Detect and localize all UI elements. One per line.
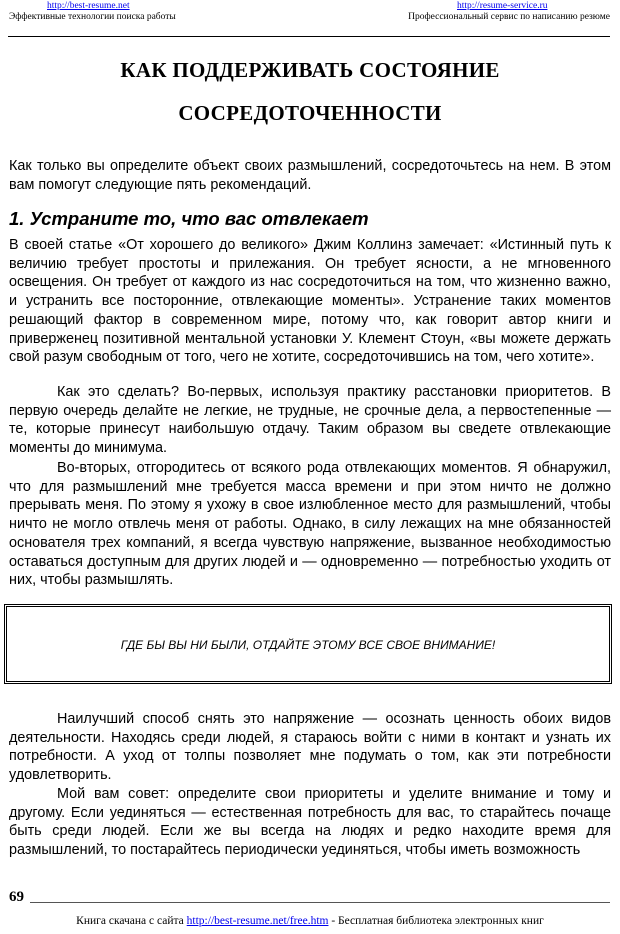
paragraph-2: Как это сделать? Во-первых, используя практику расстановки приоритетов. В первую очередь делайте не легкие, не трудные, не срочные дела, а первостепенные — те, которые принесут наибольшую отдачу. Таким образом вы сведете отвлекающие моменты до минимума.	[9, 384, 611, 457]
footer-divider	[30, 902, 610, 903]
paragraph-5: Мой вам совет: определите свои приоритеты и уделите внимание и тому и другому. Если уединяться — естественная потребность для вас, то старайтесь почаще быть среди людей. Если же вы всегда на людях и редко находите время для размышлений, то постарайтесь периодически уединяться, чтобы иметь возможность	[9, 786, 611, 859]
footer-prefix: Книга скачана с сайта	[76, 915, 184, 927]
paragraph-4: Наилучший способ снять это напряжение — осознать ценность обоих видов деятельности. Находясь среди людей, я стараюсь войти с ними в контакт и узнать их потребности. А уход от толпы позволяет мне подумать о том, как эти потребности удовлетворить.	[9, 711, 611, 784]
header-left-text: Эффективные технологии поиска работы	[9, 12, 176, 22]
callout-box	[4, 604, 612, 684]
footer	[0, 915, 620, 927]
footer-suffix: - Бесплатная библиотека электронных книг	[331, 915, 544, 927]
page-title-line-2: СОСРЕДОТОЧЕННОСТИ	[178, 101, 442, 125]
header-right-text: Профессиональный сервис по написанию резюме	[408, 12, 610, 22]
callout-text: ГДЕ БЫ ВЫ НИ БЫЛИ, ОТДАЙТЕ ЭТОМУ ВСЕ СВОЕ ВНИМАНИЕ!	[120, 638, 496, 652]
header-left-link[interactable]: http://best-resume.net	[47, 1, 130, 11]
paragraph-3: Во-вторых, отгородитесь от всякого рода отвлекающих моментов. Я обнаружил, что для размышлений мне требуется масса времени и при этом ничто не должно прерывать меня. По этому я ухожу в свое излюбленное место для размышлений, чтобы ничто не могло отвлечь меня от работы. Однако, в силу лежащих на мне обязанностей основателя трех компаний, я всегда чувствую напряжение, вызванное необходимостью оставаться доступным для других людей и — одновременно — потребностью уходить от них, чтобы размышлять.	[9, 460, 611, 589]
paragraph-1: В своей статье «От хорошего до великого» Джим Коллинз замечает: «Истинный путь к величию требует простоты и прилежания. Он требует ясности, а не мгновенного освещения. Он требует от каждого из нас сосредоточиться на том, что жизненно важно, и устранить все посторонние, отвлекающие моменты». Устранение таких моментов решающий фактор в современном мире, потому что, как говорит автор книги и приверженец позитивной ментальной установки У. Клемент Стоун, «вы можете держать свой разум свободным от того, чего не хотите, сосредоточившись на том, чего хотите».	[9, 237, 611, 366]
header-right-link[interactable]: http://resume-service.ru	[457, 1, 548, 11]
header-divider	[8, 36, 610, 37]
footer-link[interactable]: http://best-resume.net/free.htm	[186, 915, 329, 927]
intro-paragraph: Как только вы определите объект своих размышлений, сосредоточьтесь на нем. В этом вам помогут следующие пять рекомендаций.	[9, 158, 611, 193]
page-title-line-1: КАК ПОДДЕРЖИВАТЬ СОСТОЯНИЕ	[120, 58, 500, 82]
section-heading: 1. Устраните то, что вас отвлекает	[9, 208, 369, 229]
page-number: 69	[9, 889, 24, 905]
